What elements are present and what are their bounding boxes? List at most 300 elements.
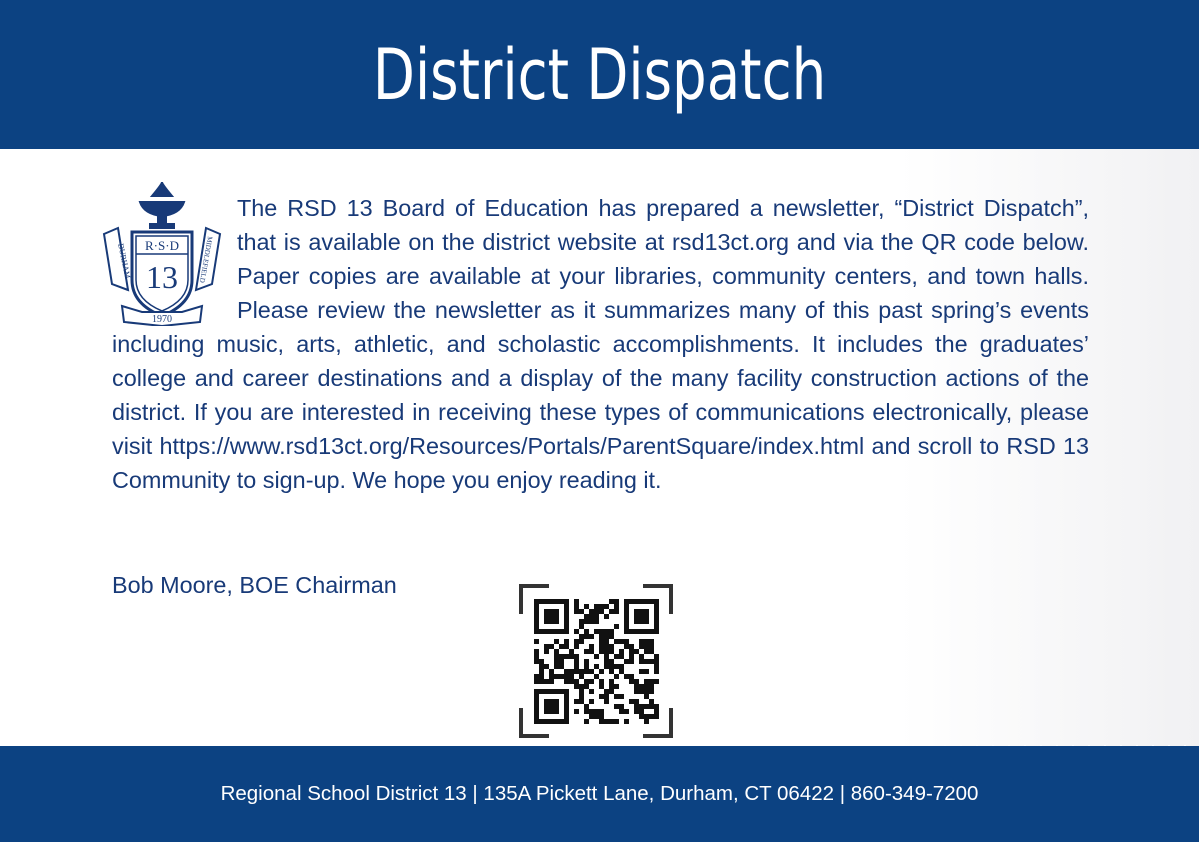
qr-module (584, 704, 589, 709)
qr-module (649, 629, 654, 634)
qr-module (594, 629, 599, 634)
qr-module (634, 614, 639, 619)
qr-module (564, 604, 569, 609)
qr-module (644, 639, 649, 644)
qr-module (619, 669, 624, 674)
qr-module (654, 604, 659, 609)
qr-module (534, 704, 539, 709)
qr-module (609, 689, 614, 694)
qr-module (599, 709, 604, 714)
qr-module (559, 644, 564, 649)
qr-module (534, 689, 539, 694)
qr-module (614, 674, 619, 679)
qr-module (629, 644, 634, 649)
qr-module (639, 689, 644, 694)
qr-module (564, 644, 569, 649)
qr-module (544, 614, 549, 619)
qr-module (584, 659, 589, 664)
qr-module (609, 649, 614, 654)
qr-module (554, 689, 559, 694)
qr-module (569, 679, 574, 684)
qr-module (629, 649, 634, 654)
crest-rsd-text: R·S·D (145, 238, 179, 253)
qr-module (584, 619, 589, 624)
qr-module (654, 709, 659, 714)
qr-module (649, 639, 654, 644)
qr-module (564, 709, 569, 714)
qr-module (604, 719, 609, 724)
qr-module (584, 679, 589, 684)
qr-module (539, 659, 544, 664)
qr-module (574, 599, 579, 604)
qr-module (644, 704, 649, 709)
page-title: District Dispatch (372, 33, 827, 116)
qr-module (564, 699, 569, 704)
qr-module (554, 664, 559, 669)
qr-module (549, 609, 554, 614)
qr-module (564, 629, 569, 634)
qr-module (544, 599, 549, 604)
footer-address: Regional School District 13 | 135A Pickett Lane, Durham, CT 06422 | 860-349-7200 (220, 782, 979, 805)
qr-module (634, 709, 639, 714)
qr-module (569, 669, 574, 674)
qr-module (554, 649, 559, 654)
qr-module (574, 609, 579, 614)
qr-module (534, 599, 539, 604)
qr-module (634, 609, 639, 614)
qr-module (534, 694, 539, 699)
qr-module (609, 609, 614, 614)
qr-module (534, 629, 539, 634)
qr-module (599, 629, 604, 634)
qr-module (649, 699, 654, 704)
qr-module (554, 674, 559, 679)
qr-module (574, 669, 579, 674)
qr-module (564, 714, 569, 719)
qr-module (644, 669, 649, 674)
qr-module (584, 614, 589, 619)
qr-module (534, 609, 539, 614)
qr-module (579, 699, 584, 704)
qr-module (594, 654, 599, 659)
qr-module (589, 619, 594, 624)
qr-module (599, 649, 604, 654)
qr-module (614, 624, 619, 629)
qr-module (624, 614, 629, 619)
qr-module (624, 639, 629, 644)
qr-module (654, 624, 659, 629)
qr-module (644, 659, 649, 664)
qr-module (554, 704, 559, 709)
qr-module (559, 664, 564, 669)
qr-module (534, 659, 539, 664)
qr-module (619, 654, 624, 659)
qr-module (584, 669, 589, 674)
qr-module (544, 709, 549, 714)
crest-year-text: 1970 (152, 314, 172, 325)
qr-module (604, 654, 609, 659)
qr-module (604, 634, 609, 639)
qr-module (539, 669, 544, 674)
letter-body-wrap (112, 191, 1089, 497)
qr-module (644, 694, 649, 699)
qr-module (594, 709, 599, 714)
qr-module (584, 634, 589, 639)
qr-module (644, 679, 649, 684)
qr-module (554, 609, 559, 614)
qr-module (544, 704, 549, 709)
qr-module (574, 644, 579, 649)
qr-module (594, 614, 599, 619)
qr-module (584, 604, 589, 609)
qr-module (579, 634, 584, 639)
crest-middlefield-text: MIDDLEFIELD (197, 235, 214, 284)
qr-module (554, 654, 559, 659)
qr-module (604, 614, 609, 619)
qr-module (644, 614, 649, 619)
qr-module (609, 669, 614, 674)
qr-module (579, 684, 584, 689)
qr-module (554, 709, 559, 714)
qr-module (549, 599, 554, 604)
qr-module (644, 629, 649, 634)
qr-module (549, 709, 554, 714)
qr-module (609, 719, 614, 724)
qr-module (644, 619, 649, 624)
qr-module (624, 624, 629, 629)
qr-module (574, 709, 579, 714)
qr-module (594, 664, 599, 669)
qr-module (609, 659, 614, 664)
qr-module (534, 604, 539, 609)
qr-module (654, 664, 659, 669)
qr-module (604, 639, 609, 644)
qr-module (654, 654, 659, 659)
qr-module (634, 649, 639, 654)
qr-module (534, 719, 539, 724)
qr-module (639, 599, 644, 604)
qr-code-icon (519, 584, 673, 738)
qr-module (534, 699, 539, 704)
qr-module (614, 704, 619, 709)
crest-spacer (112, 191, 237, 327)
qr-module (554, 629, 559, 634)
qr-module (634, 599, 639, 604)
qr-module (629, 659, 634, 664)
qr-module (589, 649, 594, 654)
qr-module (534, 639, 539, 644)
qr-module (549, 704, 554, 709)
qr-module (634, 704, 639, 709)
qr-module (539, 629, 544, 634)
qr-module (604, 649, 609, 654)
qr-module (609, 599, 614, 604)
qr-module (574, 639, 579, 644)
qr-module (534, 624, 539, 629)
qr-module (534, 654, 539, 659)
qr-module (564, 639, 569, 644)
qr-module (649, 689, 654, 694)
qr-module (604, 664, 609, 669)
qr-module (554, 619, 559, 624)
qr-module (564, 654, 569, 659)
qr-module (554, 639, 559, 644)
qr-module (634, 629, 639, 634)
qr-module (644, 689, 649, 694)
qr-module (609, 644, 614, 649)
qr-module (549, 619, 554, 624)
qr-module (549, 679, 554, 684)
qr-module (599, 719, 604, 724)
qr-module (644, 719, 649, 724)
qr-module (604, 689, 609, 694)
qr-module (544, 689, 549, 694)
qr-module (614, 639, 619, 644)
qr-module (559, 629, 564, 634)
qr-module (644, 599, 649, 604)
qr-module (614, 599, 619, 604)
qr-module (629, 679, 634, 684)
qr-module (609, 634, 614, 639)
qr-module (624, 659, 629, 664)
qr-module (589, 679, 594, 684)
qr-module (544, 699, 549, 704)
qr-module (604, 699, 609, 704)
qr-module (629, 674, 634, 679)
footer-banner (0, 746, 1199, 842)
qr-module (574, 679, 579, 684)
qr-module (639, 629, 644, 634)
crest-durham-text: DURHAM (116, 242, 133, 280)
qr-module (559, 599, 564, 604)
qr-module (599, 639, 604, 644)
qr-module (614, 609, 619, 614)
qr-module (554, 719, 559, 724)
qr-module (604, 659, 609, 664)
qr-module (549, 629, 554, 634)
qr-module (639, 714, 644, 719)
qr-module (544, 619, 549, 624)
qr-module (629, 699, 634, 704)
qr-module (544, 629, 549, 634)
qr-module (599, 604, 604, 609)
qr-module (599, 714, 604, 719)
letter-body: The RSD 13 Board of Education has prepared a newsletter, “District Dispatch”, that is available on the district website at rsd13ct.org and via the QR code below. Paper copies are available at your libraries, community centers, and town halls. Please review the newsletter as it summarizes many of this past spring’s events including music, arts, athletic, and scholastic accomplishments. It includes the graduates’ college and career destinations and a display of the many facility construction actions of the district. If you are interested in receiving these types of communications electronically, please visit https://www.rsd13ct.org/Resources/Portals/ParentSquare/index.html and scroll to RSD 13 Community to sign-up. We hope you enjoy reading it. (112, 195, 1089, 493)
qr-module (634, 699, 639, 704)
qr-module (549, 644, 554, 649)
qr-module (644, 649, 649, 654)
qr-module (654, 714, 659, 719)
qr-module (634, 689, 639, 694)
qr-module (544, 644, 549, 649)
qr-module (589, 699, 594, 704)
qr-module (569, 674, 574, 679)
qr-module (574, 659, 579, 664)
qr-module (584, 649, 589, 654)
qr-module (624, 709, 629, 714)
qr-module (589, 644, 594, 649)
qr-module (614, 719, 619, 724)
qr-module (544, 649, 549, 654)
qr-module (604, 644, 609, 649)
qr-module (649, 714, 654, 719)
qr-module (599, 669, 604, 674)
qr-module (554, 614, 559, 619)
signature: Bob Moore, BOE Chairman (112, 572, 397, 598)
qr-module (549, 699, 554, 704)
qr-module (599, 684, 604, 689)
qr-module (579, 609, 584, 614)
qr-module (639, 704, 644, 709)
qr-module (594, 604, 599, 609)
qr-module (549, 674, 554, 679)
qr-module (639, 654, 644, 659)
qr-module (599, 644, 604, 649)
qr-module (589, 614, 594, 619)
qr-module (604, 694, 609, 699)
qr-module (584, 709, 589, 714)
qr-module (564, 614, 569, 619)
qr-module (639, 644, 644, 649)
qr-module (654, 704, 659, 709)
qr-module (614, 684, 619, 689)
qr-module (559, 659, 564, 664)
qr-module (539, 679, 544, 684)
qr-module (544, 679, 549, 684)
qr-module (624, 604, 629, 609)
qr-module (539, 719, 544, 724)
qr-module (609, 679, 614, 684)
qr-module (654, 619, 659, 624)
qr-module (539, 664, 544, 669)
qr-module (594, 674, 599, 679)
qr-module (639, 659, 644, 664)
qr-module (549, 689, 554, 694)
qr-module (584, 684, 589, 689)
qr-module (534, 614, 539, 619)
qr-module (534, 714, 539, 719)
qr-module (624, 619, 629, 624)
qr-module (564, 609, 569, 614)
qr-module (549, 719, 554, 724)
qr-module (649, 599, 654, 604)
qr-module (564, 619, 569, 624)
qr-module (604, 629, 609, 634)
qr-module (549, 669, 554, 674)
qr-module (554, 599, 559, 604)
qr-module (599, 634, 604, 639)
qr-module (584, 719, 589, 724)
qr-module (599, 679, 604, 684)
qr-module (599, 609, 604, 614)
qr-module (559, 674, 564, 679)
qr-module (589, 669, 594, 674)
qr-module (579, 669, 584, 674)
qr-module (649, 684, 654, 689)
qr-module (594, 619, 599, 624)
qr-module (624, 629, 629, 634)
qr-module (639, 609, 644, 614)
qr-module (574, 654, 579, 659)
qr-module (619, 639, 624, 644)
qr-module (579, 624, 584, 629)
qr-module (594, 609, 599, 614)
qr-module (564, 719, 569, 724)
qr-module (574, 684, 579, 689)
qr-module (604, 604, 609, 609)
qr-module (584, 664, 589, 669)
qr-module (624, 609, 629, 614)
qr-module (639, 669, 644, 674)
qr-module (649, 649, 654, 654)
qr-module (644, 644, 649, 649)
qr-module (589, 689, 594, 694)
qr-module (614, 664, 619, 669)
qr-module (589, 609, 594, 614)
qr-module (619, 664, 624, 669)
qr-module (564, 669, 569, 674)
qr-module (644, 609, 649, 614)
qr-module (534, 709, 539, 714)
qr-module (564, 624, 569, 629)
qr-module (624, 719, 629, 724)
qr-code[interactable] (519, 584, 673, 738)
qr-module (544, 609, 549, 614)
qr-module (639, 639, 644, 644)
qr-module (654, 609, 659, 614)
qr-module (609, 684, 614, 689)
qr-module (624, 674, 629, 679)
qr-module (579, 689, 584, 694)
qr-module (589, 709, 594, 714)
qr-module (539, 599, 544, 604)
qr-module (539, 674, 544, 679)
qr-module (654, 659, 659, 664)
qr-module (629, 654, 634, 659)
qr-module (649, 679, 654, 684)
qr-module (584, 629, 589, 634)
qr-module (639, 614, 644, 619)
qr-module (594, 714, 599, 719)
qr-module (574, 604, 579, 609)
qr-module (534, 679, 539, 684)
qr-module (564, 679, 569, 684)
qr-module (629, 629, 634, 634)
qr-module (554, 659, 559, 664)
qr-module (609, 664, 614, 669)
qr-module (539, 689, 544, 694)
qr-module (639, 684, 644, 689)
qr-module (564, 704, 569, 709)
qr-module (564, 674, 569, 679)
qr-module (569, 649, 574, 654)
qr-module (559, 689, 564, 694)
qr-module (644, 714, 649, 719)
qr-module (564, 694, 569, 699)
qr-module (619, 709, 624, 714)
qr-module (644, 684, 649, 689)
qr-module (624, 599, 629, 604)
qr-module (579, 639, 584, 644)
qr-module (634, 679, 639, 684)
qr-module (654, 669, 659, 674)
qr-module (614, 654, 619, 659)
qr-module (609, 629, 614, 634)
qr-module (634, 684, 639, 689)
qr-module (589, 714, 594, 719)
qr-module (579, 694, 584, 699)
qr-module (624, 644, 629, 649)
